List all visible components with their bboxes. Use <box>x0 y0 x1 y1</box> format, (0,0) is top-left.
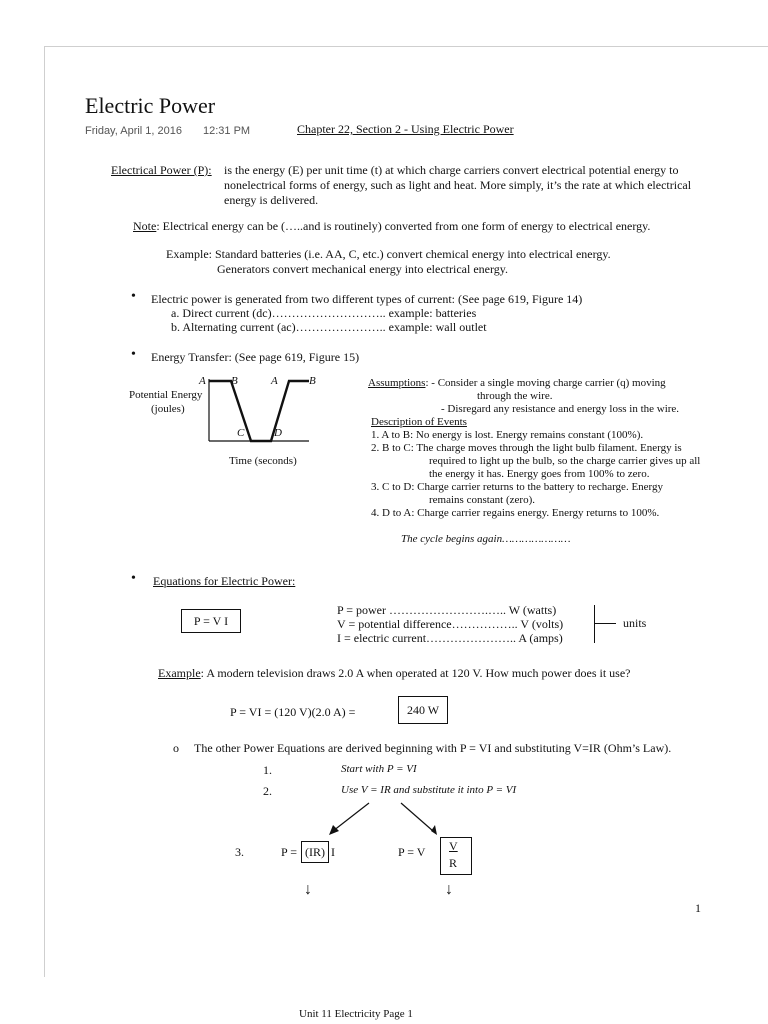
var-power: P = power …………………….….. W (watts) <box>337 603 557 617</box>
step1-text: Start with P = VI <box>341 763 417 775</box>
step1-number: 1. <box>263 763 272 777</box>
var-voltage: V = potential difference…………….. V (volts) <box>337 617 564 631</box>
example2 <box>158 666 630 681</box>
note-label: Note <box>133 219 157 233</box>
example2-text: : A modern television draws 2.0 A when operated at 120 V. How much power does it use? <box>200 666 631 680</box>
page-footer: Unit 11 Electricity Page 1 <box>299 1008 413 1020</box>
document-page <box>44 46 768 977</box>
units-label: units <box>623 616 647 630</box>
example1-line1: Example: Standard batteries (i.e. AA, C, etc.) convert chemical energy into electrical energy. <box>166 247 611 261</box>
example2-calc: P = VI = (120 V)(2.0 A) = <box>230 705 356 719</box>
assumptions-line2: through the wire. <box>477 390 553 402</box>
units-bracket-arm <box>594 623 616 624</box>
event-2: 2. B to C: The charge moves through the light bulb filament. Energy is <box>371 442 682 454</box>
energy-curve <box>209 381 309 441</box>
assumptions <box>368 377 666 389</box>
step2-number: 2. <box>263 784 272 798</box>
bullet-dot: • <box>131 571 136 586</box>
page-title: Electric Power <box>85 93 216 118</box>
down-arrow-right: ↓ <box>445 881 453 898</box>
event-3: 3. C to D: Charge carrier returns to the battery to recharge. Energy <box>371 481 664 493</box>
eqA-suffix: I <box>331 845 335 859</box>
chapter-heading: Chapter 22, Section 2 - Using Electric Power <box>297 122 514 136</box>
graph-point-a1: A <box>199 375 206 387</box>
graph-point-b2: B <box>309 375 316 387</box>
note-text: : Electrical energy can be (…..and is routinely) converted from one form of energy to electrical energy. <box>156 219 651 233</box>
definition-line3: energy is delivered. <box>224 193 319 207</box>
definition-line2: nonelectrical forms of energy, such as light and heat. More simply, it’s the rate at which electrical <box>224 178 692 192</box>
eqB-prefix: P = V <box>398 845 426 859</box>
power-equation-box: P = V I <box>181 609 241 633</box>
event-3-cont: remains constant (zero). <box>429 494 535 506</box>
event-2-cont: required to light up the bulb, so the charge carrier gives up all <box>429 455 701 467</box>
definition-line1: is the energy (E) per unit time (t) at which charge carriers convert electrical potential energy to <box>224 163 679 177</box>
eqA-prefix: P = <box>281 845 297 859</box>
other-equations-text: The other Power Equations are derived beginning with P = VI and substituting V=IR (Ohm’s Law). <box>194 741 672 755</box>
assumptions-line1: : - Consider a single moving charge carrier (q) moving <box>425 377 666 389</box>
bullet-dot: • <box>131 347 136 362</box>
eqB-numerator: V <box>449 839 458 853</box>
graph-point-b1: B <box>231 375 238 387</box>
bullet-dot: • <box>131 289 136 304</box>
bullet-energy-transfer: Energy Transfer: (See page 619, Figure 15) <box>151 350 360 364</box>
graph-y-label: Potential Energy <box>129 389 203 401</box>
derivation-arrows <box>325 799 445 839</box>
eqB-denominator: R <box>449 856 458 870</box>
assumptions-line3: - Disregard any resistance and energy loss in the wire. <box>441 403 680 415</box>
definition-term: Electrical Power (P): <box>111 163 212 177</box>
bullet-equations: Equations for Electric Power: <box>153 574 296 588</box>
energy-graph <box>195 373 315 445</box>
example2-answer-box: 240 W <box>398 696 448 724</box>
sub-bullet-marker: o <box>173 741 179 755</box>
graph-point-a2: A <box>271 375 278 387</box>
example1-line2: Generators convert mechanical energy into electrical energy. <box>217 262 508 276</box>
var-current: I = electric current………………….. A (amps) <box>337 631 563 645</box>
page-number: 1 <box>695 901 701 915</box>
page-time: 12:31 PM <box>203 125 251 137</box>
event-4: 4. D to A: Charge carrier regains energy. Energy returns to 100%. <box>371 507 660 519</box>
cycle-note: The cycle begins again………………… <box>401 533 571 545</box>
bullet-dc: a. Direct current (dc)……………………….. example: batteries <box>171 306 477 320</box>
graph-point-d: D <box>274 427 282 439</box>
event-1: 1. A to B: No energy is lost. Energy remains constant (100%). <box>371 429 644 441</box>
step3-number: 3. <box>235 845 244 859</box>
bullet-current-types: Electric power is generated from two different types of current: (See page 619, Figure 14) <box>151 292 583 306</box>
eqA-boxed-term: (IR) <box>301 841 329 863</box>
step2-text: Use V = IR and substitute it into P = VI <box>341 784 517 796</box>
graph-x-label: Time (seconds) <box>229 455 297 467</box>
graph-point-c: C <box>237 427 245 439</box>
bullet-ac: b. Alternating current (ac)………………….. example: wall outlet <box>171 320 487 334</box>
assumptions-label: Assumptions <box>368 377 426 389</box>
page-date: Friday, April 1, 2016 <box>85 125 183 137</box>
down-arrow-left: ↓ <box>304 881 312 898</box>
event-2-cont2: the energy it has. Energy goes from 100% to zero. <box>429 468 650 480</box>
example2-label: Example <box>158 666 201 680</box>
description-label: Description of Events <box>371 416 467 428</box>
graph-y-unit: (joules) <box>151 403 185 415</box>
note <box>133 219 650 234</box>
units-bracket <box>594 605 595 643</box>
